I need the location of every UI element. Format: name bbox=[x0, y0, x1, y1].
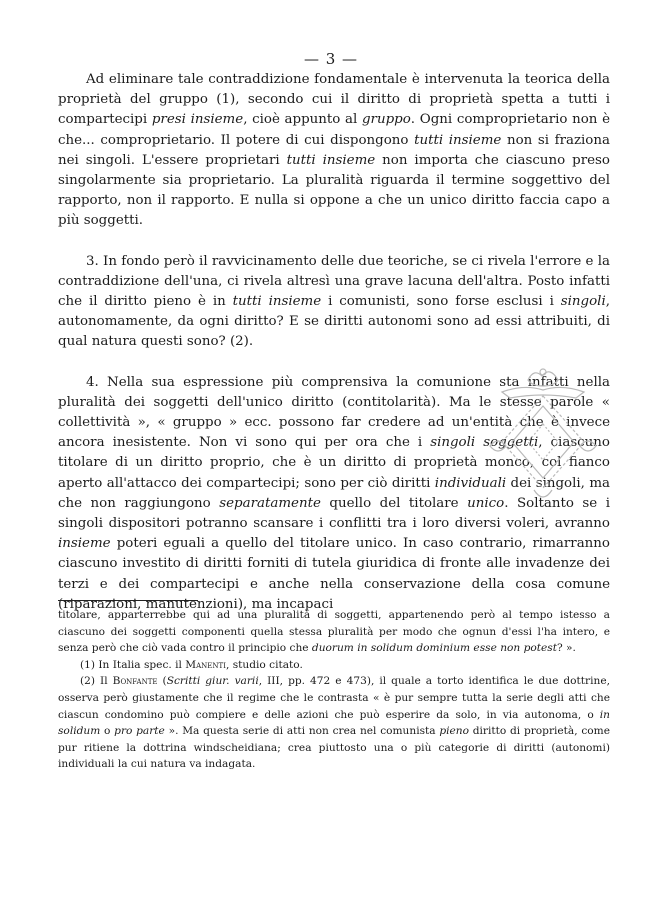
italic-text: individuali bbox=[434, 475, 507, 491]
text-run: 3. In fondo però il ravvicinamento delle due teoriche, se ci rivela l'errore e la contraddizione dell'una, ci rivela altresì una grave lacuna dell'altra. Posto infatti che il diritto pieno è in bbox=[58, 253, 610, 310]
italic-text: pieno bbox=[439, 725, 469, 738]
text-run: o bbox=[100, 725, 115, 738]
footnote-continuation bbox=[58, 607, 610, 657]
text-run: poteri eguali a quello del titolare unico. In caso contrario, rimarranno ciascuno investito di diritti forniti di tutela giuridica di fronte alle invadenze dei terzi e dei compartecipi e anche nella conservazione della cosa comune (riparazioni, manutenzioni), ma incapaci bbox=[58, 536, 610, 612]
small-caps-name: Manenti bbox=[185, 658, 226, 671]
text-run: ( bbox=[157, 675, 167, 688]
body-text bbox=[58, 70, 610, 615]
text-run: non si fraziona nei singoli. L'essere proprietari bbox=[58, 132, 610, 168]
italic-text: Scritti giur. varii bbox=[166, 675, 259, 688]
paragraph bbox=[58, 252, 610, 353]
footnote-divider bbox=[58, 600, 198, 601]
page-number: — 3 — bbox=[303, 50, 359, 68]
italic-text: presi insieme bbox=[151, 112, 244, 128]
text-run: quello del titolare bbox=[320, 495, 468, 511]
italic-text: in solidum bbox=[58, 708, 610, 738]
text-run: i comunisti, sono forse esclusi i bbox=[321, 294, 561, 310]
text-run: (1) In Italia spec. il bbox=[80, 658, 186, 671]
library-stamp-emblem bbox=[484, 362, 602, 510]
text-run: . Ogni comproprietario non è che... comproprietario. Il potere di cui dispongono bbox=[58, 112, 611, 148]
text-run: , studio citato. bbox=[225, 658, 303, 671]
text-run: dei singoli, ma che non raggiungono bbox=[58, 475, 610, 511]
italic-text: tutti insieme bbox=[286, 152, 376, 168]
footnotes bbox=[58, 607, 610, 773]
text-run: ? ». bbox=[556, 642, 576, 655]
text-run: Ad eliminare tale contraddizione fondamentale è intervenuta la teorica della proprietà del gruppo (1), secondo cui il diritto di proprietà spetta a tutti i compartecipi bbox=[58, 72, 610, 128]
text-run: titolare, apparterrebbe qui ad una pluralità di soggetti, appartenendo però al tempo istesso a ciascuno dei soggetti componenti quella stessa pluralità per modo che ognun d'essi l'ha intero, e senza però che ciò vada contro il principio che bbox=[58, 609, 610, 655]
text-run: , cioè appunto al bbox=[243, 112, 362, 128]
text-run: . Soltanto se i singoli dispositori potranno scansare i conflitti tra i loro diversi voleri, avranno bbox=[58, 495, 610, 532]
italic-text: singoli soggetti bbox=[430, 435, 539, 451]
italic-text: separatamente bbox=[219, 495, 321, 511]
text-run: , III, pp. 472 e 473), il quale a torto identifica le due dottrine, osserva però giustamente che il regime che le contrasta « è pur sempre tutta la serie degli atti che ciascun condomino può compiere e delle azioni che può esperire da solo, in via autonoma, o bbox=[58, 675, 610, 721]
italic-text: gruppo bbox=[361, 112, 411, 128]
text-run: non importa che ciascuno preso singolarmente sia proprietario. La pluralità riguarda il termine soggettivo del rapporto, non il rapporto. E nulla si oppone a che un unico diritto faccia capo a più soggetti. bbox=[58, 152, 610, 229]
text-run: ». Ma questa serie di atti non crea nel comunista bbox=[164, 725, 440, 738]
italic-text: tutti insieme bbox=[232, 294, 322, 310]
italic-text: duorum in solidum dominium esse non potest bbox=[311, 642, 557, 655]
paragraph bbox=[58, 70, 610, 232]
text-run: , autonomamente, da ogni diritto? E se diritti autonomi sono ad essi attribuiti, di qual natura questi sono? (2). bbox=[58, 294, 611, 350]
text-run: , ciascuno titolare di un diritto proprio, che è un diritto di proprietà monco, col fianco aperto all'attacco dei compartecipi; sono per ciò diritti bbox=[58, 435, 610, 491]
italic-text: unico bbox=[467, 495, 505, 511]
footnote-2 bbox=[58, 673, 610, 773]
italic-text: tutti insieme bbox=[414, 132, 502, 148]
small-caps-name: Bonfante bbox=[112, 675, 158, 688]
text-run: (2) Il bbox=[80, 675, 113, 688]
italic-text: singoli bbox=[560, 294, 606, 310]
footnote-1 bbox=[58, 657, 610, 674]
italic-text: insieme bbox=[58, 536, 111, 552]
text-run: 4. Nella sua espressione più comprensiva la comunione sta infatti nella pluralità dei soggetti dell'unico diritto (contitolarità). Ma le stesse parole « collettività », « gruppo » ecc. possono far credere ad un'entità che è invece ancora inesistente. Non vi sono qui per ora che i bbox=[58, 374, 610, 451]
italic-text: pro parte bbox=[114, 725, 165, 738]
text-run: diritto di proprietà, come pur ritiene la dottrina windscheidiana; crea piuttosto una o più categorie di diritti (autonomi) individuali la cui natura va indagata. bbox=[58, 725, 611, 771]
